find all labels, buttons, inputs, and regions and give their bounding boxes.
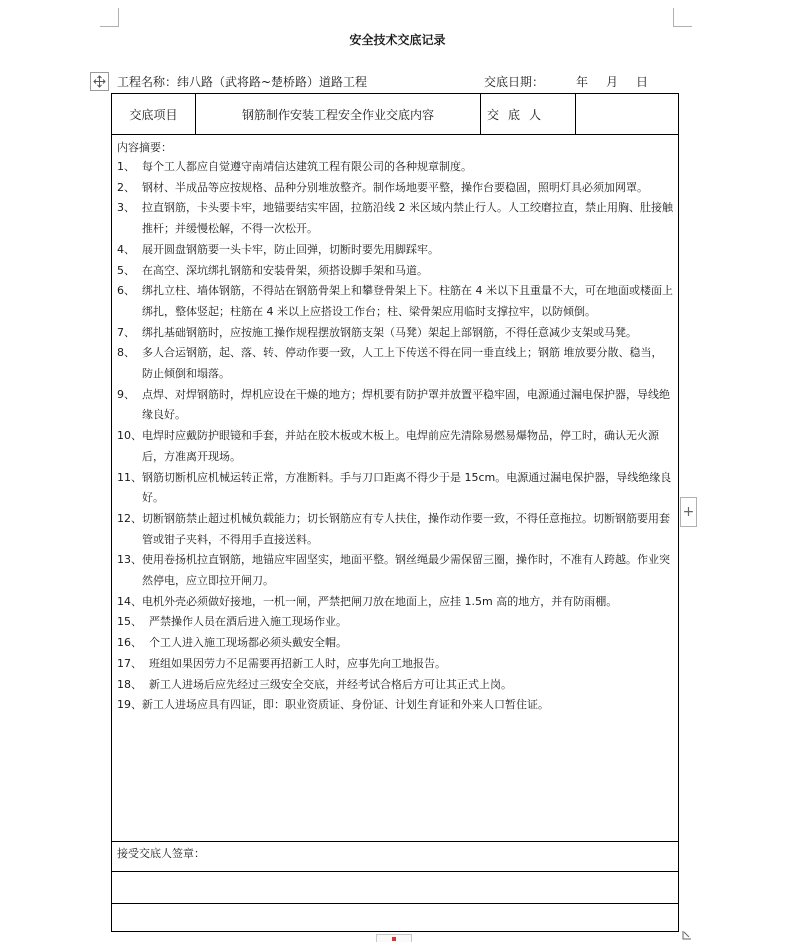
list-item: [117, 157, 673, 178]
item-text: 钢筋切断机应机械运转正常，方准断料。手与刀口距离不得少于是 15cm。电源通过漏电保护器，导线绝缘良好。: [142, 470, 672, 505]
list-item: [117, 592, 673, 613]
item-text: 每个工人都应自觉遵守南靖信达建筑工程有限公司的各种规章制度。: [142, 160, 472, 173]
move-handle-icon[interactable]: [90, 72, 109, 91]
move-arrows-icon: [93, 75, 106, 88]
item-text: 在高空、深坑绑扎钢筋和安装骨架，须搭设脚手架和马道。: [142, 263, 428, 277]
item-text: 绑扎立柱、墙体钢筋，不得站在钢筋骨架上和攀登骨架上下。柱筋在 4 米以下且重量不大，可在地面或楼面上绑扎，整体竖起；柱筋在 4 米以上应搭设工作台；柱、梁骨架应用临时支撑拉牢，以防倾倒。: [142, 284, 673, 318]
list-item: [117, 198, 673, 239]
item-text: 电焊时应戴防护眼镜和手套，并站在胶木板或木板上。电焊前应先清除易燃易爆物品，停工时，确认无火源后，方准离开现场。: [142, 429, 659, 463]
item-number: 3、: [117, 201, 142, 215]
list-item: [117, 675, 673, 696]
person-value-cell[interactable]: [576, 94, 678, 134]
item-number: 16、: [117, 636, 149, 650]
item-value-cell[interactable]: 钢筋制作安装工程安全作业交底内容: [196, 94, 481, 134]
signature-label: 接受交底人签章：: [117, 847, 205, 860]
content-cell[interactable]: [112, 135, 678, 842]
item-number: 19、: [117, 698, 142, 712]
item-text: 班组如果因劳力不足需要再招新工人时，应事先向工地报告。: [149, 656, 446, 670]
list-item: [117, 426, 673, 467]
list-item: [117, 509, 673, 550]
signature-row[interactable]: [112, 842, 678, 872]
list-item: [117, 261, 673, 282]
item-text: 展开圆盘钢筋要一头卡牢，防止回弹，切断时要先用脚踩牢。: [142, 242, 439, 256]
item-text: 点焊、对焊钢筋时，焊机应设在干燥的地方；焊机要有防护罩并放置平稳牢固，电源通过漏电保护器，导线绝缘良好。: [142, 387, 670, 422]
resize-corner-icon[interactable]: [682, 930, 692, 940]
person-label-cell: 交底人: [481, 94, 576, 134]
list-item: [117, 240, 673, 261]
item-number: 15、: [117, 615, 149, 629]
list-item: [117, 654, 673, 675]
plus-icon[interactable]: +: [680, 497, 697, 527]
item-number: 11、: [117, 470, 142, 484]
list-item: [117, 695, 673, 716]
item-number: 4、: [117, 242, 142, 256]
item-text: 电机外壳必须做好接地，一机一闸，严禁把闸刀放在地面上，应挂 1.5m 高的地方，并有防雨棚。: [142, 594, 618, 608]
item-number: 10、: [117, 429, 142, 443]
item-text: 拉直钢筋，卡头要卡牢，地锚要结实牢固，拉筋沿线 2 米区域内禁止行人。人工绞磨拉直，禁止用胸、肚接触推杆；并缓慢松解，不得一次松开。: [142, 201, 673, 236]
item-number: 7、: [117, 325, 142, 339]
list-item: [117, 323, 673, 344]
record-table: [111, 93, 679, 932]
list-item: [117, 468, 673, 509]
item-text: 多人合运钢筋，起、落、转、停动作要一致，人工上下传送不得在同一垂直线上；钢筋 堆放要分散、稳当，防止倾倒和塌落。: [142, 346, 663, 381]
list-item: [117, 612, 673, 633]
item-text: 钢材、半成品等应按规格、品种分别堆放整齐。制作场地要平整，操作台要稳固，照明灯具必须加网罩。: [142, 180, 648, 194]
item-number: 8、: [117, 346, 142, 360]
item-text: 使用卷扬机拉直钢筋，地锚应牢固坚实，地面平整。钢丝绳最少需保留三圈，操作时，不准有人跨越。作业突然停电，应立即拉开闸刀。: [142, 553, 670, 588]
item-number: 2、: [117, 180, 142, 194]
rule-list: [117, 157, 673, 716]
list-item: [117, 343, 673, 384]
date-label: 交底日期：: [484, 75, 545, 89]
item-number: 18、: [117, 677, 149, 691]
item-label-cell: 交底项目: [112, 94, 196, 134]
item-number: 17、: [117, 656, 149, 670]
item-text: 严禁操作人员在酒后进入施工现场作业。: [149, 615, 347, 629]
item-number: 6、: [117, 284, 142, 298]
item-number: 5、: [117, 263, 142, 277]
date-day-label: 日: [636, 75, 649, 89]
item-number: 9、: [117, 387, 142, 401]
document-title: 安全技术交底记录: [349, 33, 446, 47]
item-number: 1、: [117, 160, 142, 173]
disclosure-date: [484, 73, 648, 90]
crop-mark-top-right: [673, 8, 692, 27]
list-item: [117, 550, 673, 591]
item-text: 切断钢筋禁止超过机械负载能力；切长钢筋应有专人扶住，操作动作要一致，不得任意拖拉。切断钢筋要用套管或钳子夹料，不得用手直接送料。: [142, 511, 670, 546]
list-item: [117, 633, 673, 654]
table-header-row: [112, 94, 678, 135]
item-number: 14、: [117, 594, 142, 608]
item-text: 新工人进场应具有四证，即：职业资质证、身份证、计划生育证和外来人口暂住证。: [142, 698, 549, 712]
item-text: 新工人进场后应先经过三级安全交底，并经考试合格后方可让其正式上岗。: [149, 677, 512, 691]
list-item: [117, 385, 673, 426]
item-number: 13、: [117, 553, 142, 567]
status-dot-icon: [392, 937, 396, 941]
project-name: 工程名称：纬八路（武将路~楚桥路）道路工程: [117, 75, 368, 89]
abstract-title: 内容摘要：: [117, 141, 172, 154]
date-year-label: 年: [576, 75, 589, 89]
list-item: [117, 281, 673, 322]
crop-mark-top-left: [100, 8, 119, 27]
item-text: 绑扎基础钢筋时，应按施工操作规程摆放钢筋支架（马凳）架起上部钢筋，不得任意减少支架或马凳。: [142, 325, 637, 339]
blank-row[interactable]: [112, 873, 678, 904]
date-month-label: 月: [606, 75, 619, 89]
item-text: 个工人进入施工现场都必须头戴安全帽。: [149, 636, 347, 650]
item-number: 12、: [117, 511, 142, 525]
list-item: [117, 178, 673, 199]
